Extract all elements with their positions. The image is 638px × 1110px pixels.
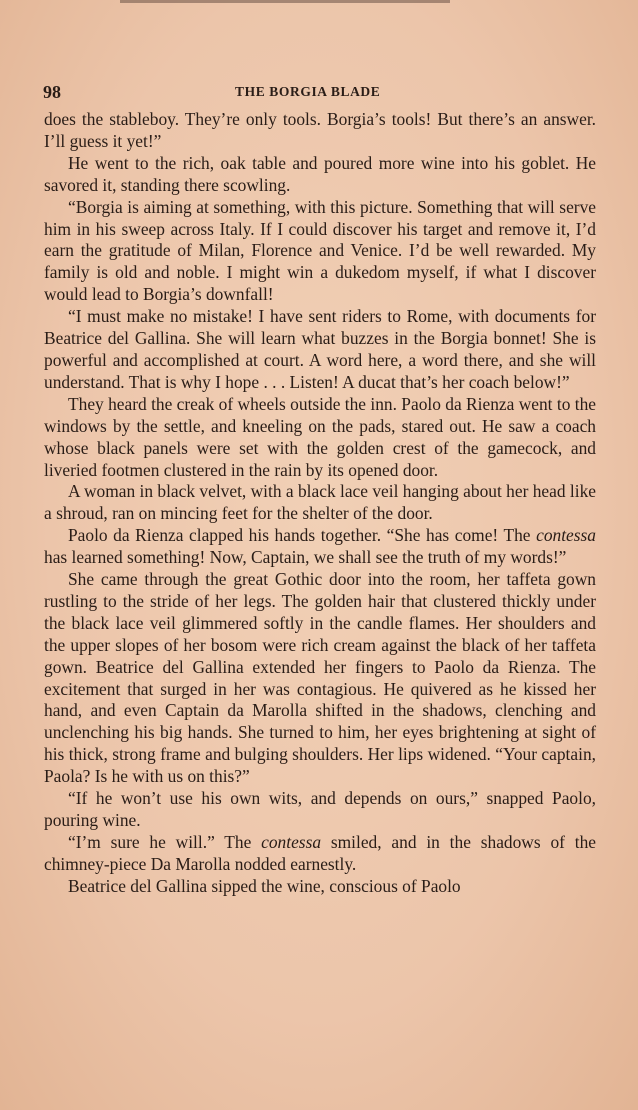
- paragraph: Beatrice del Gallina sipped the wine, conscious of Paolo: [68, 875, 461, 896]
- paragraph: They heard the creak of wheels outside the inn. Paolo da Rienza went to the windows by the settle, and kneeling on the pads, stared out. He saw a coach whose black panels were set with the golden crest of the gamecock, and liveried footmen clustered in the rain by its opened door.: [44, 393, 596, 480]
- page-header: [43, 82, 601, 106]
- paragraph: “I must make no mistake! I have sent riders to Rome, with documents for Beatrice del Gallina. She will learn what buzzes in the Borgia bonnet! She is powerful and accomplished at court. A word here, a word there, and she will understand. That is why I hope . . . Listen! A ducat that’s her coach below!”: [44, 306, 596, 392]
- body-text: [44, 109, 596, 898]
- paragraph: [44, 525, 596, 569]
- italic-word: contessa: [261, 831, 322, 852]
- paragraph: does the stableboy. They’re only tools. Borgia’s tools! But there’s an answer. I’ll guess it yet!”: [44, 109, 596, 151]
- paragraph: “Borgia is aiming at something, with this picture. Something that will serve him in his sweep across Italy. If I could discover his target and remove it, I’d earn the gratitude of Milan, Florence and Venice. I’d be well rewarded. My family is old and noble. I might win a dukedom myself, if what I discover would lead to Borgia’s downfall!: [44, 196, 596, 305]
- paragraph-text: Paolo da Rienza clapped his hands together. “She has come! The: [68, 525, 537, 546]
- paragraph: He went to the rich, oak table and poured more wine into his goblet. He savored it, standing there scowling.: [44, 152, 596, 195]
- paragraph-text: smiled, and in the shadows of the chimney-piece Da Marolla nodded earnestly.: [44, 831, 596, 874]
- paragraph-text: has learned something! Now, Captain, we shall see the truth of my words!”: [44, 547, 567, 568]
- italic-word: contessa: [536, 525, 596, 546]
- paragraph-text: “I’m sure he will.” The: [68, 831, 262, 852]
- paragraph: “If he won’t use his own wits, and depends on ours,” snapped Paolo, pouring wine.: [44, 788, 596, 830]
- paragraph: She came through the great Gothic door into the room, her taffeta gown rustling to the stride of her legs. The golden hair that clustered thickly under the black lace veil glimmered softly in the candle flames. Her shoulders and the upper slopes of her bosom were rich cream against the black of her taffeta gown. Beatrice del Gallina extended her fingers to Paolo da Rienza. The excitement that surged in her was contagious. He quivered as he kissed her hand, and even Captain da Marolla shifted in the shadows, clenching and unclenching his big hands. She turned to him, her eyes brightening at sight of his thick, strong frame and bulging shoulders. Her lips widened. “Your captain, Paola? Is he with us on this?”: [44, 569, 596, 787]
- running-head: THE BORGIA BLADE: [235, 84, 381, 99]
- paragraph: [44, 832, 596, 876]
- page-top-edge: [120, 0, 450, 3]
- paragraph: A woman in black velvet, with a black lace veil hanging about her head like a shroud, ran on mincing feet for the shelter of the door.: [44, 481, 596, 524]
- page-number: 98: [43, 82, 61, 102]
